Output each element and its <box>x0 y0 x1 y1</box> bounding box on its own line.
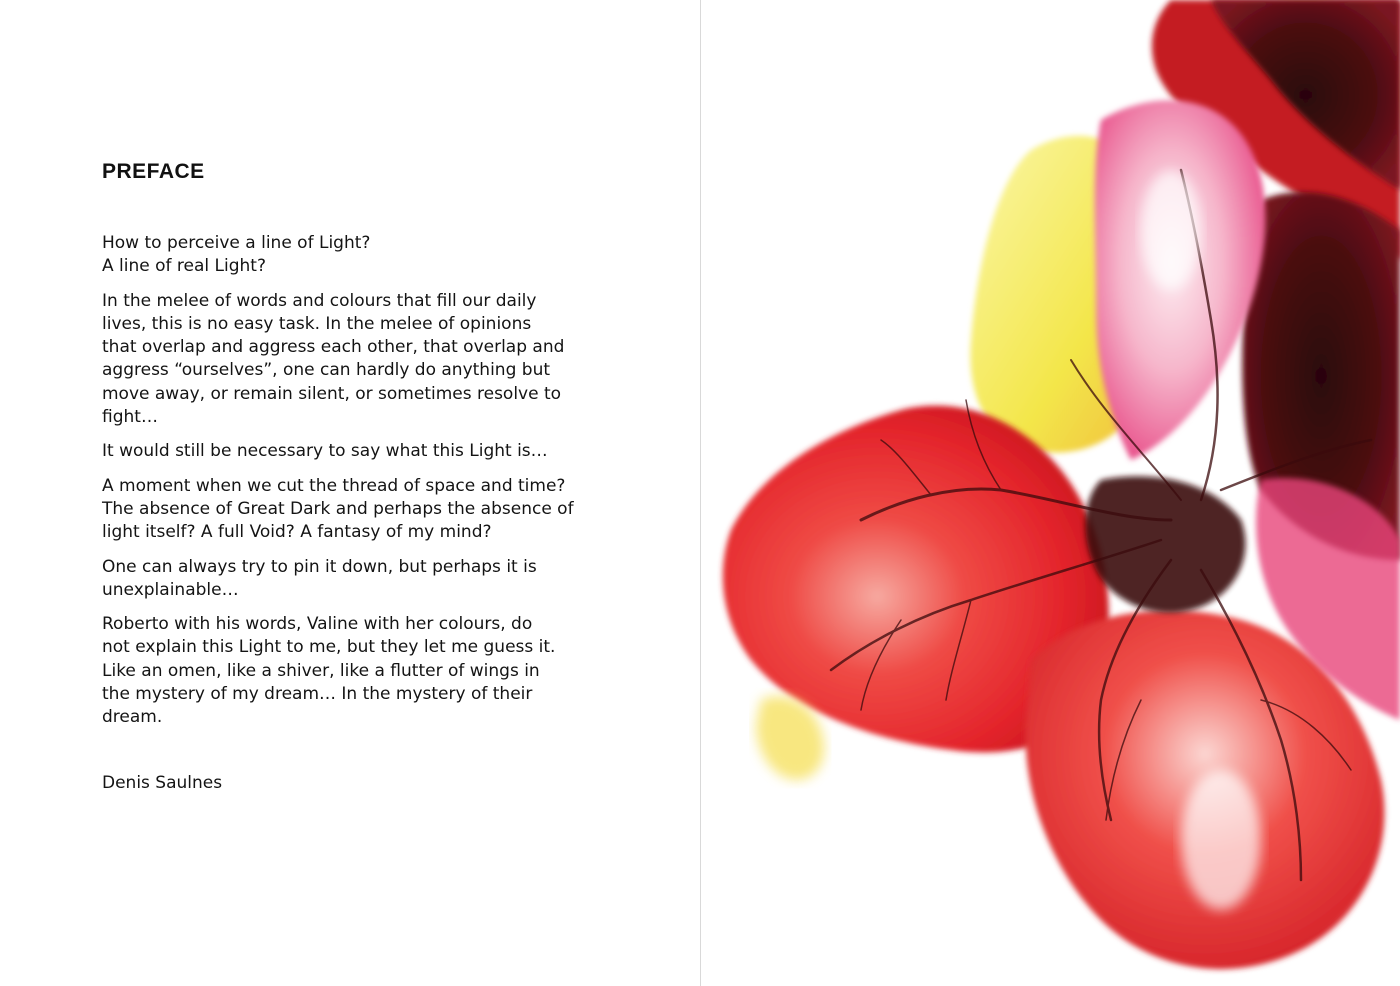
paragraph <box>102 475 572 545</box>
text-line: In the melee of words and colours that fill our daily <box>102 290 537 311</box>
text-line: How to perceive a line of Light? <box>102 233 371 253</box>
text-line: fight… <box>102 407 158 428</box>
preface-body <box>102 232 572 741</box>
text-line: It would still be necessary to say what this Light is… <box>102 441 548 462</box>
text-line: not explain this Light to me, but they let me guess it. <box>102 637 556 658</box>
paragraph <box>102 613 572 729</box>
page-title: PREFACE <box>102 160 205 183</box>
text-line: move away, or remain silent, or sometimes resolve to <box>102 383 562 404</box>
flower-artwork <box>701 0 1400 986</box>
text-line: Roberto with his words, Valine with her colours, do <box>102 614 533 635</box>
text-line: A moment when we cut the thread of space and time? <box>102 475 566 496</box>
paragraph <box>102 232 572 279</box>
right-page <box>701 0 1400 986</box>
text-line: that overlap and aggress each other, that overlap and <box>102 337 565 358</box>
text-line: dream. <box>102 707 163 728</box>
paragraph <box>102 440 572 463</box>
flower-core <box>1085 476 1245 612</box>
text-line: The absence of Great Dark and perhaps the absence of <box>102 498 574 519</box>
text-line: aggress “ourselves”, one can hardly do anything but <box>102 360 551 381</box>
text-line: lives, this is no easy task. In the melee of opinions <box>102 313 532 334</box>
text-line: light itself? A full Void? A fantasy of my mind? <box>102 522 492 543</box>
author-signature: Denis Saulnes <box>102 773 223 793</box>
text-line: Like an omen, like a shiver, like a flutter of wings in <box>102 660 540 681</box>
text-line: the mystery of my dream… In the mystery of their <box>102 684 533 705</box>
text-line: A line of real Light? <box>102 256 266 277</box>
text-line: One can always try to pin it down, but perhaps it is <box>102 556 537 577</box>
paragraph <box>102 290 572 430</box>
paragraph <box>102 556 572 603</box>
text-line: unexplainable… <box>102 579 239 600</box>
